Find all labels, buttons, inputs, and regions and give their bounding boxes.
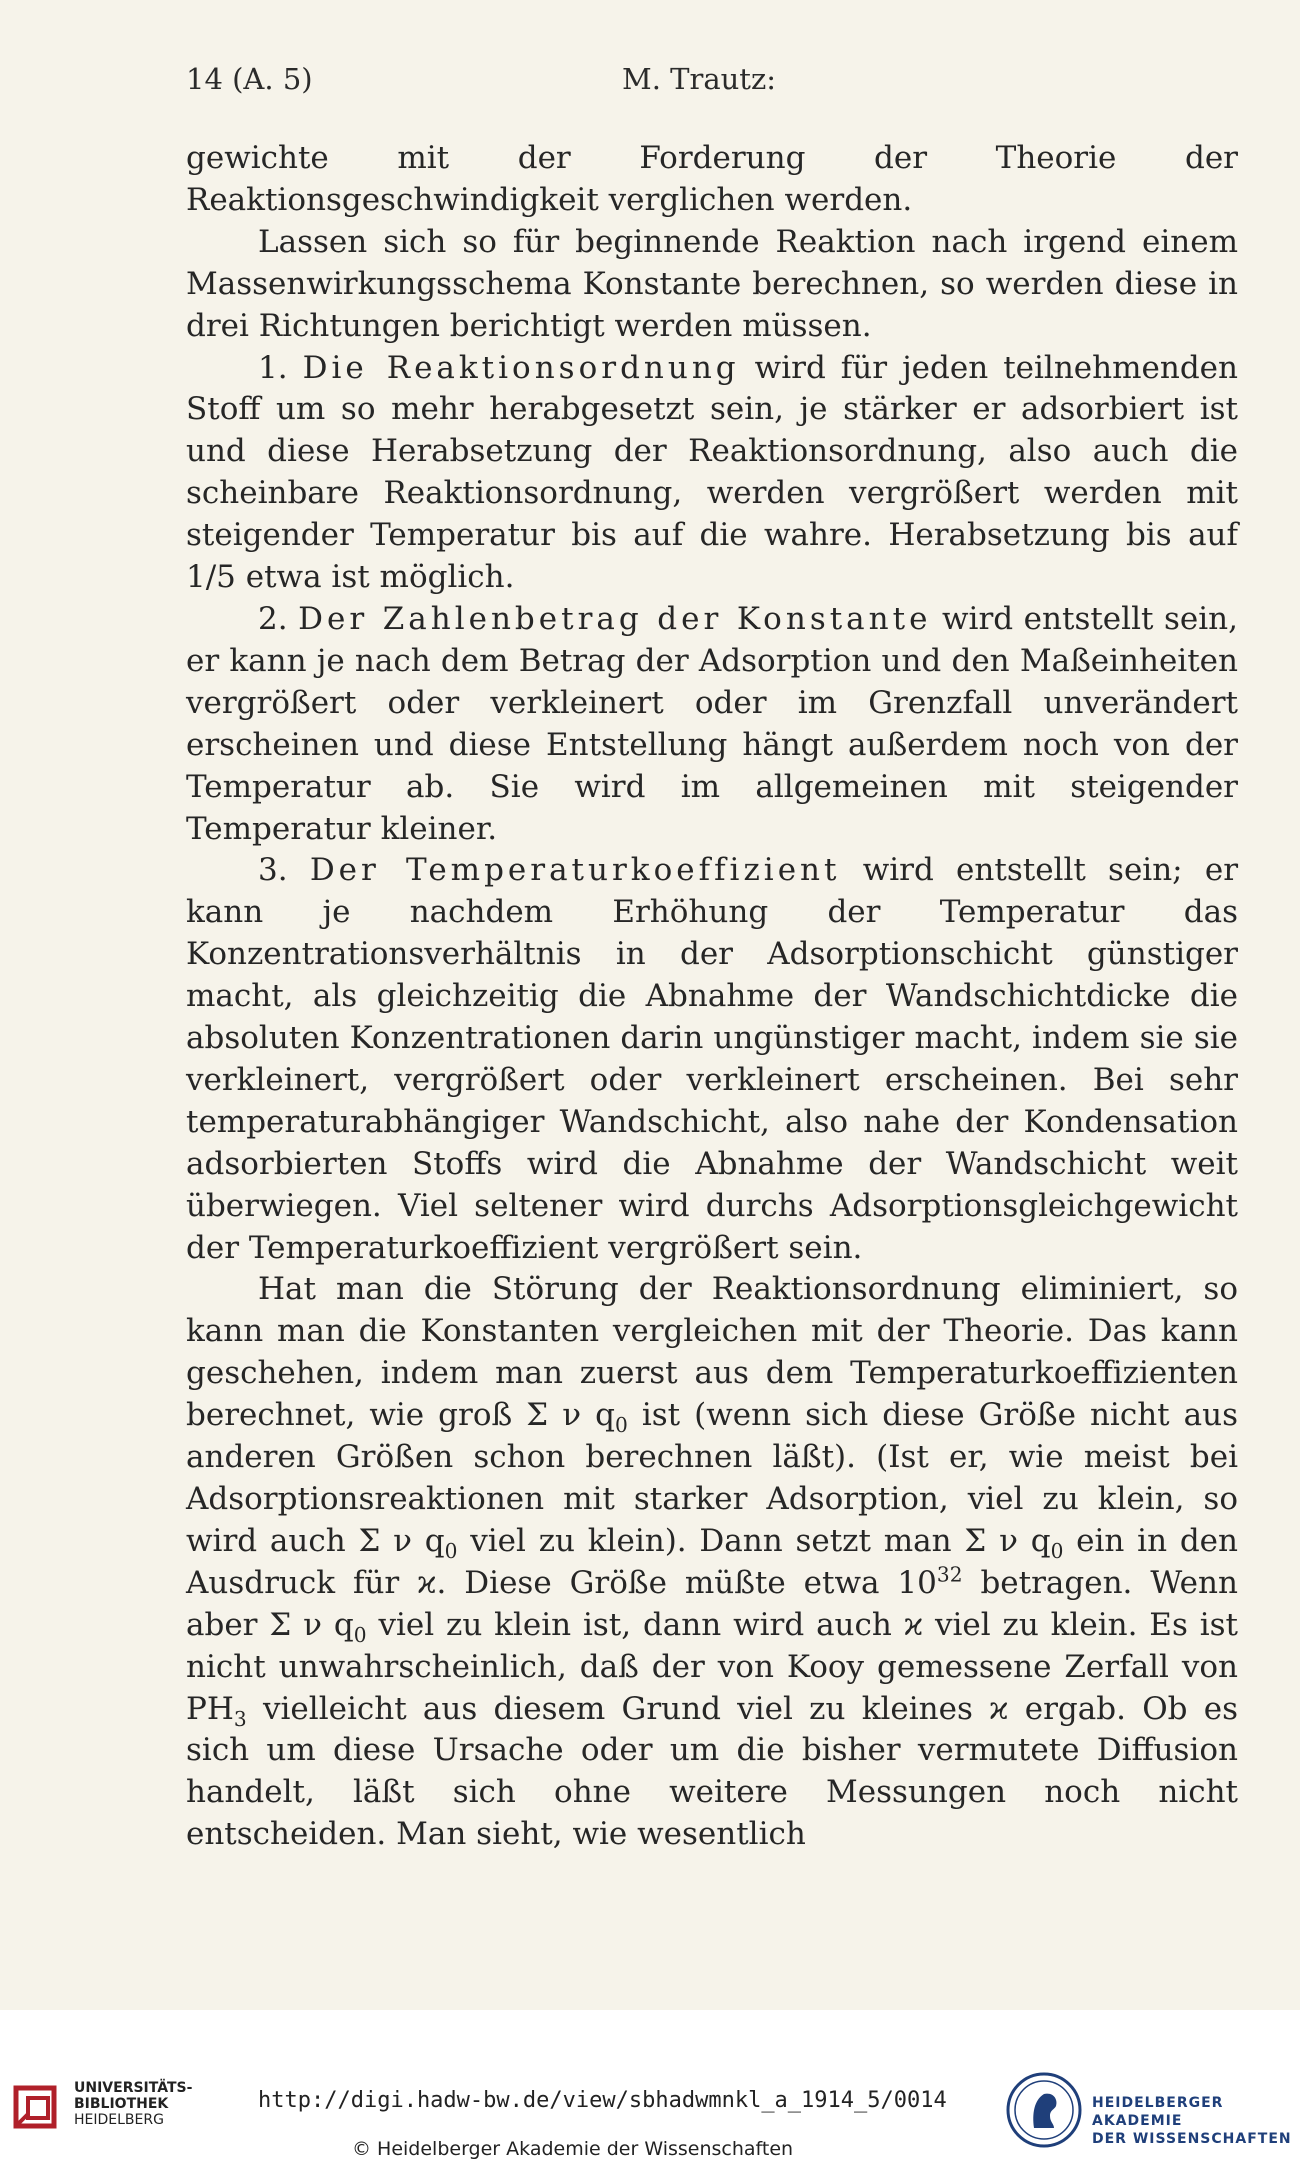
item-number: 3. [258,852,288,889]
paragraph-temperature-coefficient [186,850,1238,1269]
text-run: ist (wenn sich diese Größe nicht aus anderen Größen schon berechnen läßt). (Ist er, wie meist bei Adsorptionsreaktionen mit starker Adsorption, viel zu klein, so wird auch [186,1397,1239,1559]
text-run: viel zu klein. Es ist nicht unwahrscheinlich, daß der von Kooy gemessene Zerfall von PH [186,1606,1238,1727]
power-of-ten: $10^{32}$ [897,1562,963,1601]
text-run: betragen. Wenn aber [186,1564,1238,1643]
body-text [186,138,1238,1856]
academy-name: HEIDELBERGER AKADEMIE DER WISSENSCHAFTEN [1092,2095,1292,2147]
text-run: viel zu klein ist, dann wird auch [378,1606,892,1643]
running-author: M. Trautz: [622,62,777,96]
page-number: 14 (A. 5) [186,62,313,96]
spaced-term: Der Temperaturkoeffizient [309,852,841,889]
spaced-term: Die Reaktionsordnung [302,349,740,386]
paragraph-constant-value [186,599,1238,850]
university-library-logo-icon [12,2082,64,2134]
item-number: 2. [258,600,288,637]
sum-formula: Σ ν $q_0$ [526,1397,628,1438]
paragraph-reaction-order [186,348,1238,599]
academy-seal-icon [1004,2070,1084,2150]
text-run: vielleicht aus diesem Grund viel zu kleines [263,1690,973,1727]
permalink-url[interactable]: http://digi.hadw-bw.de/view/sbhadwmnkl_a_1914_5/0014 [258,2088,947,2113]
sum-formula: Σ ν $q_0$ [269,1606,367,1647]
kappa-symbol: ϰ [989,1690,1009,1727]
sum-formula: Σ ν $q_0$ [964,1522,1064,1564]
subscript-3: 3 [233,1706,247,1731]
copyright-notice: © Heidelberger Akademie der Wissenschaften [352,2138,794,2160]
paragraph-1: Lassen sich so für beginnende Reaktion nach irgend einem Massenwirkungsschema Konstante berechnen, so werden diese in drei Richtungen berichtigt werden müssen. [186,223,1238,344]
kappa-symbol: ϰ [903,1606,924,1643]
text-run: Hat man die Störung der Reaktionsordnung eliminiert, so kann man die Konstanten vergleichen mit der Theorie. Das kann geschehen, indem man zuerst aus dem Temperaturkoeffizienten berechnet, wie groß [186,1271,1238,1434]
text-run: . Diese Größe müßte etwa [436,1564,880,1601]
paragraph-text: wird entstellt sein, er kann je nach dem Betrag der Adsorption und den Maßeinheiten vergrößert oder verkleinert oder im Grenzfall unverändert erscheinen und diese Entstellung hängt außerdem noch von der Temperatur ab. Sie wird im allgemeinen mit steigender Temperatur kleiner. [186,600,1238,847]
text-run: ein in den Ausdruck für [186,1522,1238,1601]
item-number: 1. [258,349,288,386]
paragraph-0: gewichte mit der Forderung der Theorie der Reaktionsgeschwindigkeit verglichen werden. [186,140,1238,218]
running-header [186,62,1238,106]
text-run: ergab. Ob es sich um diese Ursache oder um die bisher vermutete Diffusion handelt, läßt sich ohne weitere Messungen noch nicht entscheiden. Man sieht, wie wesentlich [186,1690,1238,1853]
sum-formula: Σ ν $q_0$ [358,1522,458,1564]
university-library-name: UNIVERSITÄTS- BIBLIOTHEK HEIDELBERG [74,2080,193,2128]
text-run: viel zu klein). Dann setzt man [470,1522,952,1559]
paragraph-text: wird für jeden teilnehmenden Stoff um so mehr herabgesetzt sein, je stärker er adsorbiert ist und diese Herabsetzung der Reaktionsordnung, also auch die scheinbare Reaktionsordnung, werden vergrößert werden mit steigender Temperatur bis auf die wahre. Herabsetzung bis auf 1/5 etwa ist möglich. [186,349,1238,596]
paragraph-theory-comparison [186,1269,1238,1856]
spaced-term: Der Zahlenbetrag der Konstante [298,600,932,637]
kappa-symbol: ϰ [417,1564,437,1601]
paragraph-text: wird entstellt sein; er kann je nachdem Erhöhung der Temperatur das Konzentrationsverhältnis in der Adsorptionschicht günstiger macht, als gleichzeitig die Abnahme der Wandschichtdicke die absoluten Konzentrationen darin ungünstiger macht, indem sie sie verkleinert, vergrößert oder verkleinert erscheinen. Bei sehr temperaturabhängiger Wandschicht, also nahe der Kondensation adsorbierten Stoffs wird die Abnahme der Wandschicht weit überwiegen. Viel seltener wird durchs Adsorptionsgleichgewicht der Temperaturkoeffizient vergrößert sein. [186,852,1239,1266]
